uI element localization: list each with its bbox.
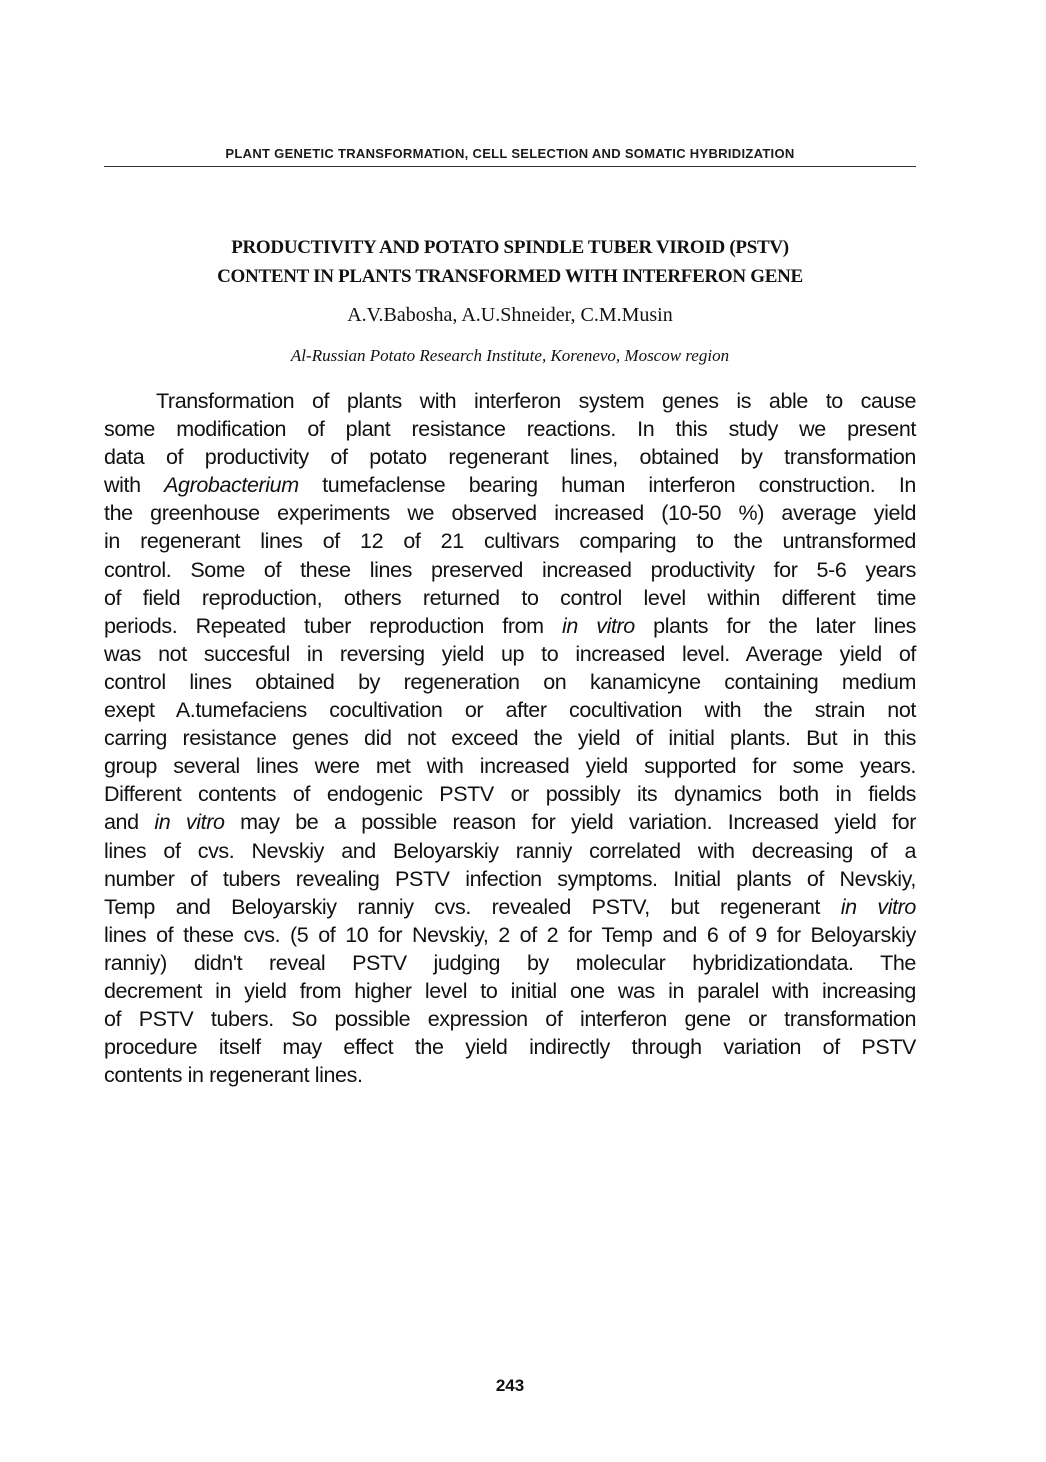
- abstract-italic-text: in vitro: [840, 894, 916, 919]
- abstract-line: [104, 1033, 916, 1061]
- abstract-text: ranniy) didn't reveal PSTV judging by molecular hybridizationdata. The: [104, 950, 916, 975]
- abstract-text: contents in regenerant lines.: [104, 1063, 363, 1088]
- abstract-text: and: [104, 810, 155, 835]
- abstract-text: some modification of plant resistance reactions. In this study we present: [104, 417, 916, 442]
- abstract-line: [104, 977, 916, 1005]
- abstract-text: carring resistance genes did not exceed the yield of initial plants. But in this: [104, 726, 916, 751]
- paper-title-line-2: CONTENT IN PLANTS TRANSFORMED WITH INTERFERON GENE: [217, 266, 803, 287]
- abstract-text: number of tubers revealing PSTV infection symptoms. Initial plants of Nevskiy,: [104, 866, 916, 891]
- authors: A.V.Babosha, A.U.Shneider, C.M.Musin: [347, 304, 673, 326]
- abstract-text: in regenerant lines of 12 of 21 cultivars comparing to the untransformed: [104, 529, 916, 554]
- abstract-text: procedure itself may effect the yield indirectly through variation of PSTV: [104, 1035, 916, 1060]
- abstract-text: the greenhouse experiments we observed increased (10-50 %) average yield: [104, 501, 916, 526]
- abstract-line: [104, 893, 916, 921]
- paper-title-line-1: PRODUCTIVITY AND POTATO SPINDLE TUBER VIROID (PSTV): [231, 237, 789, 258]
- abstract-body: [104, 387, 916, 1089]
- abstract-line: [104, 584, 916, 612]
- abstract-line: [104, 696, 916, 724]
- abstract-text: of field reproduction, others returned to control level within different time: [104, 585, 916, 610]
- abstract-line: [104, 527, 916, 555]
- abstract-italic-text: in vitro: [562, 613, 635, 638]
- abstract-line: [104, 808, 916, 836]
- header-divider: [104, 166, 916, 167]
- abstract-line: [104, 471, 916, 499]
- abstract-line: [104, 921, 916, 949]
- abstract-line: [104, 387, 916, 415]
- abstract-text: exept A.tumefaciens cocultivation or after cocultivation with the strain not: [104, 698, 916, 723]
- abstract-text: group several lines were met with increased yield supported for some years.: [104, 754, 916, 779]
- abstract-text: lines of these cvs. (5 of 10 for Nevskiy, 2 of 2 for Temp and 6 of 9 for Beloyarskiy: [104, 922, 916, 947]
- abstract-text: control. Some of these lines preserved increased productivity for 5-6 years: [104, 557, 916, 582]
- abstract-text: decrement in yield from higher level to initial one was in paralel with increasing: [104, 978, 916, 1003]
- abstract-text: of PSTV tubers. So possible expression of interferon gene or transformation: [104, 1007, 916, 1032]
- abstract-text: Different contents of endogenic PSTV or possibly its dynamics both in fields: [104, 782, 916, 807]
- abstract-line: [104, 1061, 916, 1089]
- affiliation: Al-Russian Potato Research Institute, Korenevo, Moscow region: [290, 346, 730, 365]
- abstract-italic-text: in vitro: [154, 810, 225, 835]
- abstract-text: was not succesful in reversing yield up to increased level. Average yield of: [104, 641, 916, 666]
- abstract-line: [104, 499, 916, 527]
- abstract-line: [104, 1005, 916, 1033]
- abstract-text: Transformation of plants with interferon system genes is able to cause: [156, 389, 916, 413]
- abstract-line: [104, 640, 916, 668]
- abstract-line: [104, 668, 916, 696]
- abstract-line: [104, 415, 916, 443]
- abstract-line: [104, 556, 916, 584]
- page-number: 243: [495, 1376, 525, 1395]
- abstract-text: Temp and Beloyarskiy ranniy cvs. revealed PSTV, but regenerant: [104, 894, 841, 919]
- abstract-line: [104, 865, 916, 893]
- abstract-text: plants for the later lines: [634, 613, 916, 638]
- abstract-line: [104, 949, 916, 977]
- abstract-line: [104, 612, 916, 640]
- abstract-text: periods. Repeated tuber reproduction from: [104, 613, 562, 638]
- abstract-text: with: [104, 473, 165, 498]
- abstract-line: [104, 780, 916, 808]
- abstract-text: lines of cvs. Nevskiy and Beloyarskiy ranniy correlated with decreasing of a: [104, 838, 916, 863]
- paper-title: [104, 233, 916, 291]
- abstract-text: may be a possible reason for yield variation. Increased yield for: [224, 810, 917, 835]
- abstract-line: [104, 752, 916, 780]
- abstract-italic-text: Agrobacterium: [164, 473, 299, 498]
- abstract-text: data of productivity of potato regenerant lines, obtained by transformation: [104, 445, 916, 470]
- abstract-text: tumefaclense bearing human interferon construction. In: [298, 473, 916, 498]
- abstract-text: control lines obtained by regeneration on kanamicyne containing medium: [104, 669, 916, 694]
- running-header: PLANT GENETIC TRANSFORMATION, CELL SELECTION AND SOMATIC HYBRIDIZATION: [225, 146, 795, 161]
- abstract-line: [104, 443, 916, 471]
- abstract-line: [104, 724, 916, 752]
- abstract-line: [104, 837, 916, 865]
